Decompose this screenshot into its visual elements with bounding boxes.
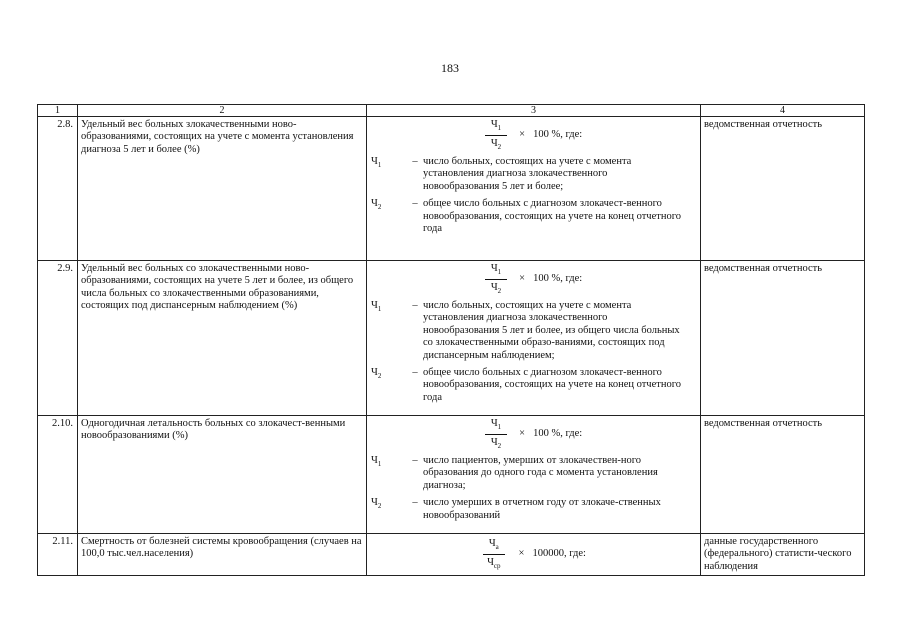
formula [367, 117, 700, 153]
data-source: данные государственного (федерального) статисти-ческого наблюдения [701, 534, 865, 576]
header-cell: 3 [367, 105, 701, 117]
formula-tail: 100 %, где: [533, 272, 583, 284]
formula-tail: 100 %, где: [533, 128, 583, 140]
variable-definition: $Ч_1$ – число пациентов, умерших от злокачествен-ного образования до одного года с момента установления диагноза; [371, 455, 658, 491]
table-row [38, 416, 865, 534]
variable-definition: $Ч_1$ – число больных, состоящих на учете с момента установления диагноза злокачественного новообразования 5 лет и более, из общего числа больных со злокачественными образо-ваниями, состоящих под диспансерным наблюдением; [371, 300, 680, 361]
multiply-sign: × [518, 547, 525, 559]
variable-definition: $Ч_2$ – общее число больных с диагнозом злокачест-венного новообразования, состоящих на учете на конец отчетного года [371, 366, 681, 403]
indicator-table [37, 104, 865, 576]
row-number: 2.11. [38, 534, 78, 576]
variable-definition: $Ч_1$ – число больных, состоящих на учете с момента установления диагноза злокачественного новообразования 5 лет и более; [371, 156, 632, 192]
data-source: ведомственная отчетность [701, 416, 865, 534]
data-source: ведомственная отчетность [701, 261, 865, 416]
calculation-cell [367, 117, 701, 261]
variable-definition: $Ч_2$ – общее число больных с диагнозом злокачест-венного новообразования, состоящих на учете на конец отчетного года [371, 198, 681, 234]
row-number: 2.9. [38, 261, 78, 416]
multiply-sign: × [519, 272, 526, 284]
table-row [38, 534, 865, 576]
table-row [38, 261, 865, 416]
row-number: 2.10. [38, 416, 78, 534]
formula [367, 416, 700, 452]
page-number: 183 [441, 61, 459, 75]
table-header-row [38, 105, 865, 117]
indicator-name: Удельный вес больных со злокачественными ново-образованиями, состоящих на учете 5 лет и более, из общего числа больных со злокачественными образованиями, состоящих под диспансерным наблюдением (%) [78, 261, 367, 416]
formula [367, 261, 700, 297]
calculation-cell [367, 261, 701, 416]
header-cell: 1 [38, 105, 78, 117]
calculation-cell [367, 416, 701, 534]
formula-tail: 100 %, где: [533, 427, 583, 439]
formula-tail: 100000, где: [532, 547, 586, 559]
row-number: 2.8. [38, 117, 78, 261]
fraction: $\frac{Ч_1}{Ч_2}$ [485, 418, 507, 450]
variable-definition: $Ч_2$ – число умерших в отчетном году от злокаче-ственных новообразований [371, 497, 661, 521]
data-source: ведомственная отчетность [701, 117, 865, 261]
indicator-name: Удельный вес больных злокачественными ново-образованиями, состоящих на учете с момента установления диагноза 5 лет и более (%) [78, 117, 367, 261]
header-cell: 2 [78, 105, 367, 117]
formula [367, 534, 700, 574]
fraction: $\frac{Ч_1}{Ч_2}$ [485, 263, 507, 295]
fraction: $\frac{Ч_1}{Ч_2}$ [485, 119, 507, 151]
fraction: $\frac{Ч_а}{Ч_{ср}}$ [481, 538, 506, 570]
calculation-cell [367, 534, 701, 576]
indicator-name: Одногодичная летальность больных со злокачест-венными новообразованиями (%) [78, 416, 367, 534]
header-cell: 4 [701, 105, 865, 117]
multiply-sign: × [519, 427, 526, 439]
multiply-sign: × [519, 128, 526, 140]
indicator-name: Смертность от болезней системы кровообращения (случаев на 100,0 тыс.чел.населения) [78, 534, 367, 576]
table-row [38, 117, 865, 261]
